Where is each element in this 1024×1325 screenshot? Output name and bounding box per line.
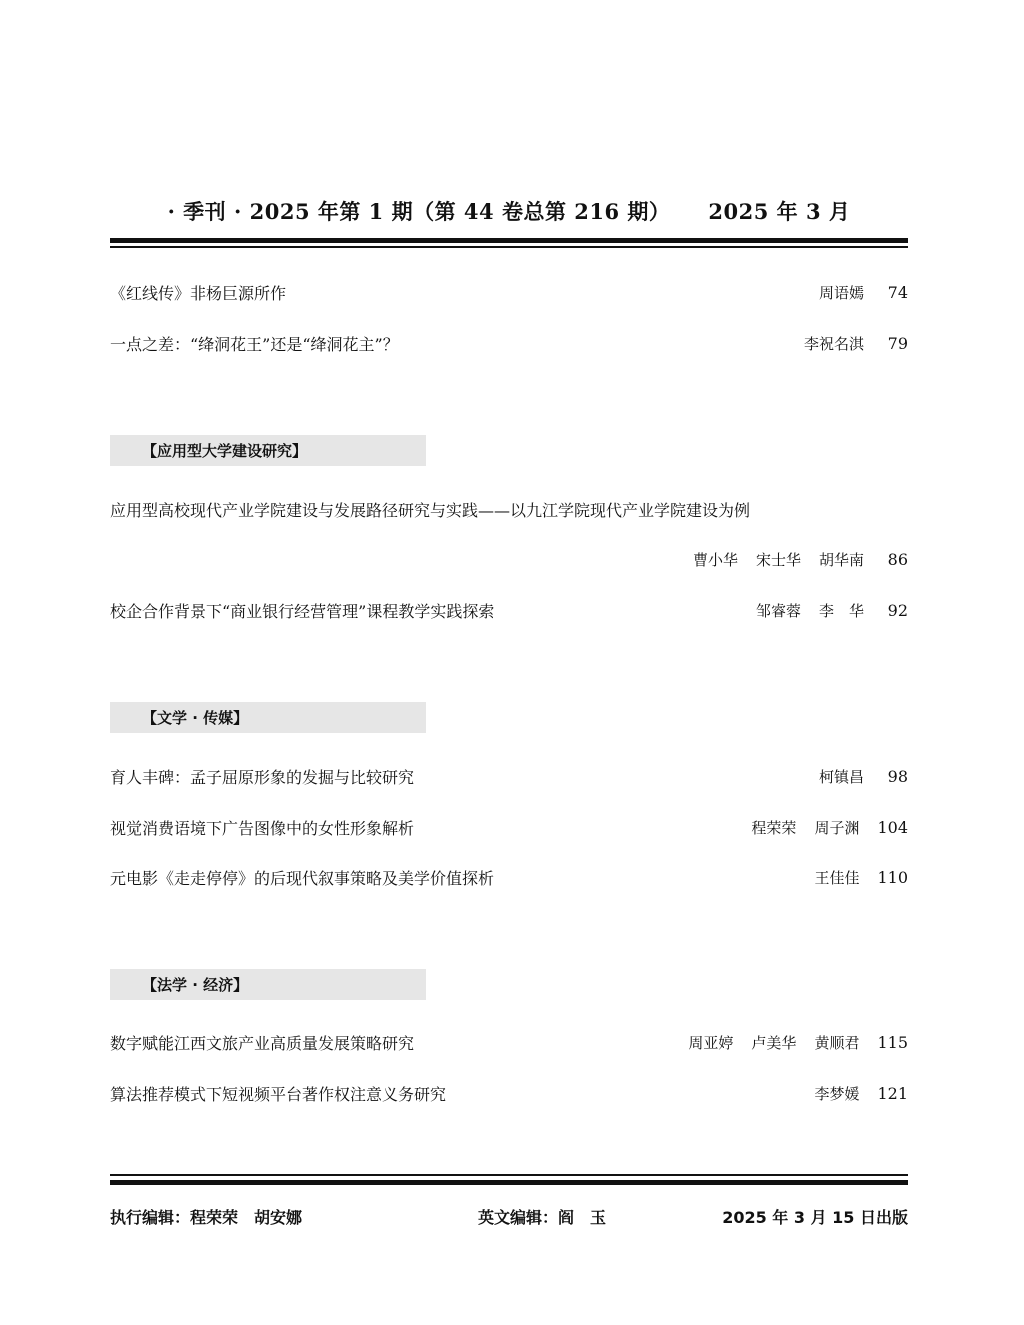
- article-authors: [819, 282, 864, 303]
- author-name: 黄顺君: [814, 1033, 860, 1052]
- toc-entry-author-line: [110, 547, 908, 571]
- article-title: 数字赋能江西文旅产业高质量发展策略研究: [110, 1033, 415, 1053]
- section-heading-literature-media: [110, 702, 426, 733]
- article-authors: [693, 549, 864, 570]
- page-number: 92: [887, 600, 908, 620]
- journal-issue-header: [110, 196, 908, 226]
- header-thick-rule: [110, 238, 908, 243]
- article-title: 算法推荐模式下短视频平台著作权注意义务研究: [110, 1084, 447, 1104]
- article-title: 应用型高校现代产业学院建设与发展路径研究与实践——以九江学院现代产业学院建设为例: [110, 500, 751, 520]
- author-name: 曹小华: [692, 550, 738, 569]
- page-number: 115: [877, 1032, 908, 1052]
- author-name: 宋士华: [755, 550, 801, 569]
- toc-entry[interactable]: [110, 280, 908, 304]
- toc-entry[interactable]: [110, 865, 908, 889]
- author-name: 柯镇昌: [818, 767, 864, 786]
- author-name: 周亚婷: [688, 1033, 734, 1052]
- page-number: 86: [887, 549, 908, 569]
- page-number: 98: [887, 766, 908, 786]
- section-heading-applied-university: [110, 435, 426, 466]
- article-authors: [804, 333, 864, 354]
- section-label: 【应用型大学建设研究】: [142, 442, 308, 460]
- author-name: 王佳佳: [814, 868, 860, 887]
- article-title: 育人丰碑：孟子屈原形象的发掘与比较研究: [110, 767, 415, 787]
- author-name: 李 华: [818, 601, 864, 620]
- toc-entry[interactable]: [110, 1081, 908, 1105]
- article-title: 《红线传》非杨巨源所作: [110, 283, 287, 303]
- author-name: 周语嫣: [818, 283, 864, 302]
- section-heading-law-economics: [110, 969, 426, 1000]
- author-name: 李祝名淇: [803, 334, 864, 353]
- author-name: 程荣荣: [751, 818, 797, 837]
- article-title: 元电影《走走停停》的后现代叙事策略及美学价值探析: [110, 868, 495, 888]
- issue-date: 2025 年 3 月: [708, 199, 851, 224]
- article-authors: [688, 1032, 859, 1053]
- toc-entry[interactable]: [110, 598, 908, 622]
- author-name: 邹睿蓉: [755, 601, 801, 620]
- article-authors: [756, 600, 864, 621]
- toc-entry[interactable]: [110, 331, 908, 355]
- author-name: 周子渊: [814, 818, 860, 837]
- article-authors: [819, 766, 864, 787]
- section-label: 【法学 · 经济】: [142, 976, 249, 994]
- executive-editors: 执行编辑：程荣荣 胡安娜: [110, 1208, 303, 1227]
- page-number: 104: [877, 817, 908, 837]
- author-name: 胡华南: [818, 550, 864, 569]
- article-authors: [814, 867, 859, 888]
- page-number: 74: [887, 282, 908, 302]
- publication-date: 2025 年 3 月 15 日出版: [722, 1208, 908, 1227]
- article-authors: [814, 1083, 859, 1104]
- author-name: 李梦媛: [814, 1084, 860, 1103]
- article-authors: [751, 817, 859, 838]
- toc-entry[interactable]: [110, 764, 908, 788]
- page-number: 121: [877, 1083, 908, 1103]
- toc-entry-title-line[interactable]: [110, 497, 908, 521]
- toc-entry[interactable]: [110, 815, 908, 839]
- page-number: 79: [887, 333, 908, 353]
- issue-info: · 季刊 · 2025 年第 1 期（第 44 卷总第 216 期）: [167, 199, 671, 224]
- english-editor: 英文编辑：阎 玉: [478, 1208, 607, 1227]
- toc-entry[interactable]: [110, 1030, 908, 1054]
- article-title: 视觉消费语境下广告图像中的女性形象解析: [110, 818, 415, 838]
- footer-thick-rule: [110, 1180, 908, 1185]
- footer-thin-rule: [110, 1174, 908, 1176]
- colophon-footer: [110, 1205, 908, 1229]
- author-name: 卢美华: [751, 1033, 797, 1052]
- article-title: 一点之差：“绛洞花王”还是“绛洞花主”？: [110, 334, 399, 354]
- page-number: 110: [877, 867, 908, 887]
- article-title: 校企合作背景下“商业银行经营管理”课程教学实践探索: [110, 601, 495, 621]
- section-label: 【文学 · 传媒】: [142, 709, 249, 727]
- header-thin-rule: [110, 246, 908, 248]
